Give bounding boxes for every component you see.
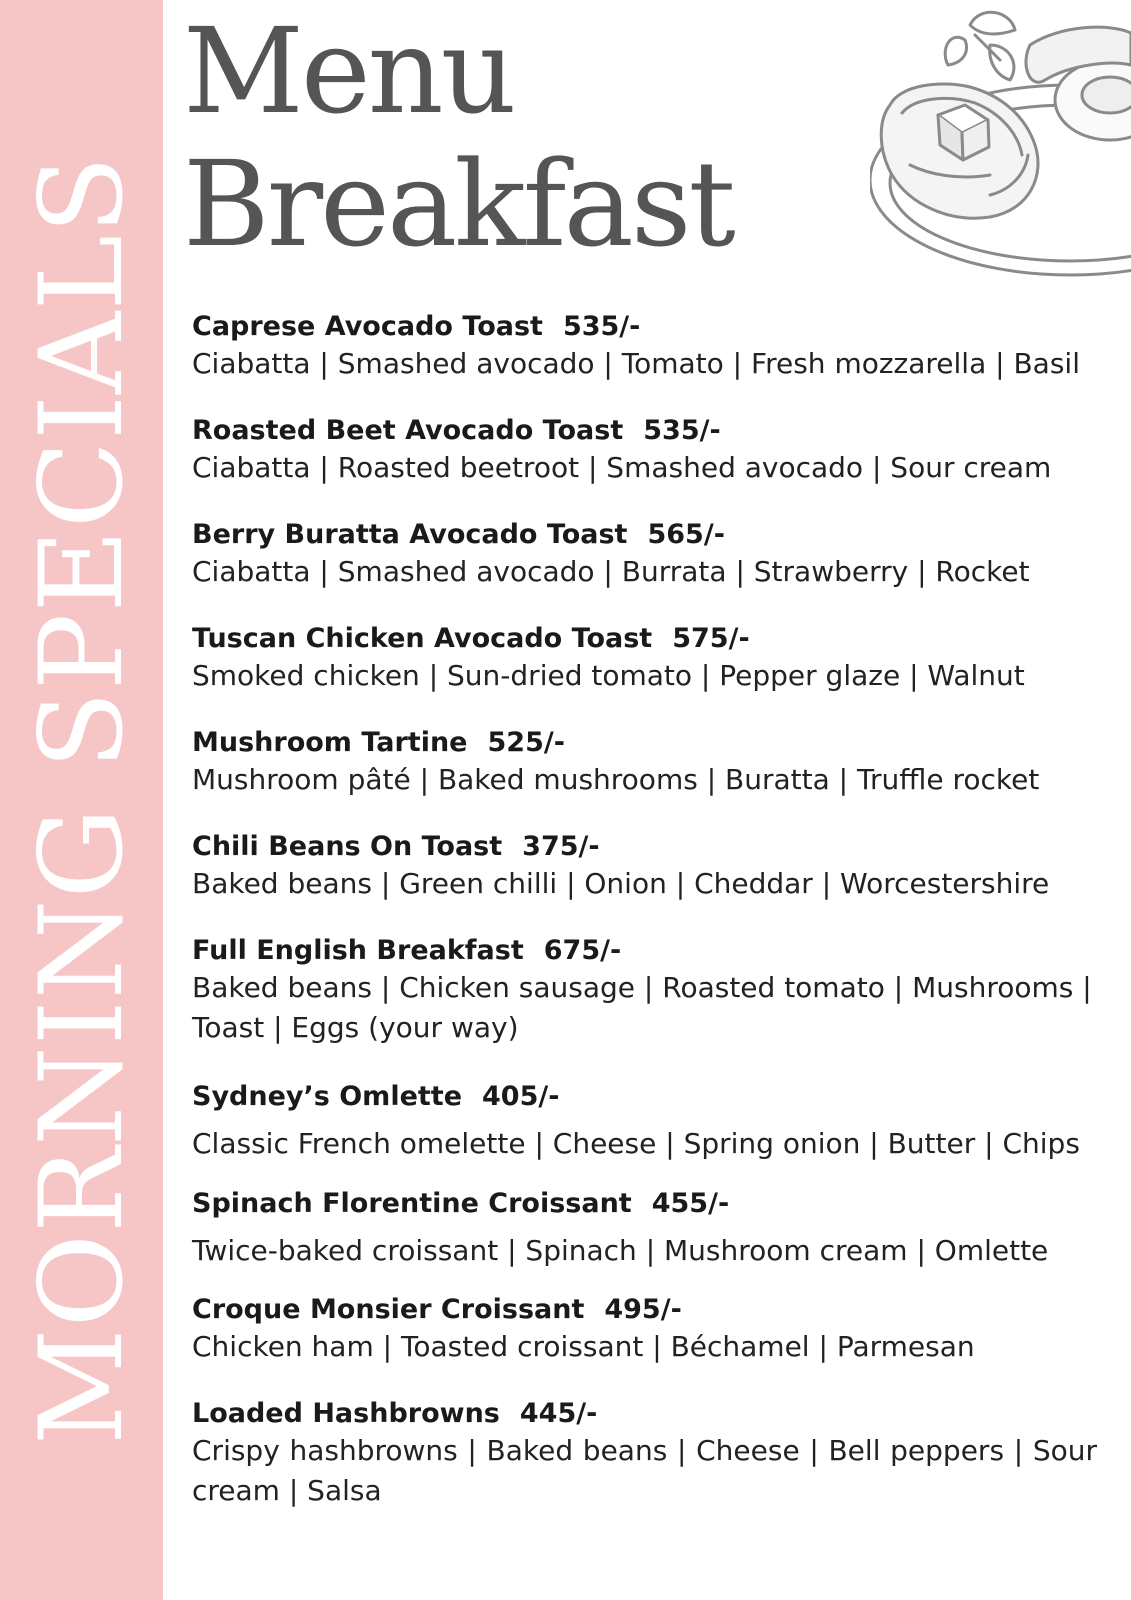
item-price: 495/-: [604, 1294, 682, 1325]
item-price: 375/-: [522, 831, 600, 862]
menu-item: [192, 414, 1112, 488]
menu-item: [192, 830, 1112, 904]
item-price: 455/-: [651, 1188, 730, 1219]
item-description: Classic French omelette | Cheese | Spring onion | Butter | Chips: [192, 1127, 1080, 1160]
menu-item: [192, 518, 1112, 592]
item-name: Loaded Hashbrowns: [192, 1398, 500, 1429]
side-band: [0, 0, 163, 1600]
menu-item: [192, 622, 1112, 696]
menu-item: [192, 1293, 1112, 1367]
item-description: Chicken ham | Toasted croissant | Béchamel | Parmesan: [192, 1330, 975, 1363]
menu-item: [192, 934, 1112, 1048]
item-description: Twice-baked croissant | Spinach | Mushroom cream | Omlette: [192, 1234, 1049, 1267]
item-name: Roasted Beet Avocado Toast: [192, 415, 624, 446]
breakfast-plate-sketch-icon: [870, 5, 1131, 290]
item-description: Baked beans | Chicken sausage | Roasted tomato | Mushrooms | Toast | Eggs (your way): [192, 971, 1092, 1044]
item-description: Ciabatta | Smashed avocado | Tomato | Fresh mozzarella | Basil: [192, 347, 1080, 380]
breakfast-title: Breakfast: [183, 135, 733, 273]
item-description: Crispy hashbrowns | Baked beans | Cheese | Bell peppers | Sour cream | Salsa: [192, 1434, 1097, 1507]
item-price: 565/-: [647, 519, 725, 550]
item-price: 675/-: [543, 935, 622, 966]
menu-item: [192, 1187, 1112, 1271]
item-name: Sydney’s Omlette: [192, 1081, 463, 1112]
item-description: Smoked chicken | Sun-dried tomato | Pepper glaze | Walnut: [192, 659, 1025, 692]
item-name: Tuscan Chicken Avocado Toast: [192, 623, 653, 654]
item-price: 525/-: [487, 727, 565, 758]
item-price: 405/-: [482, 1081, 560, 1112]
item-description: Baked beans | Green chilli | Onion | Cheddar | Worcestershire: [192, 867, 1050, 900]
item-name: Croque Monsier Croissant: [192, 1294, 585, 1325]
item-name: Mushroom Tartine: [192, 727, 468, 758]
menu-title: Menu: [183, 2, 514, 140]
item-description: Mushroom pâté | Baked mushrooms | Buratta | Truffle rocket: [192, 763, 1040, 796]
item-price: 445/-: [519, 1398, 598, 1429]
item-description: Ciabatta | Roasted beetroot | Smashed avocado | Sour cream: [192, 451, 1052, 484]
item-price: 575/-: [672, 623, 750, 654]
item-name: Caprese Avocado Toast: [192, 311, 543, 342]
menu-item: [192, 310, 1112, 384]
item-name: Berry Buratta Avocado Toast: [192, 519, 628, 550]
morning-specials-label: MORNING SPECIALS: [15, 154, 148, 1446]
item-description: Ciabatta | Smashed avocado | Burrata | Strawberry | Rocket: [192, 555, 1030, 588]
menu-item: [192, 1080, 1112, 1164]
menu-item: [192, 1397, 1112, 1511]
menu-item: [192, 726, 1112, 800]
item-name: Full English Breakfast: [192, 935, 524, 966]
item-price: 535/-: [562, 311, 641, 342]
item-name: Spinach Florentine Croissant: [192, 1188, 632, 1219]
item-name: Chili Beans On Toast: [192, 831, 503, 862]
item-price: 535/-: [643, 415, 721, 446]
